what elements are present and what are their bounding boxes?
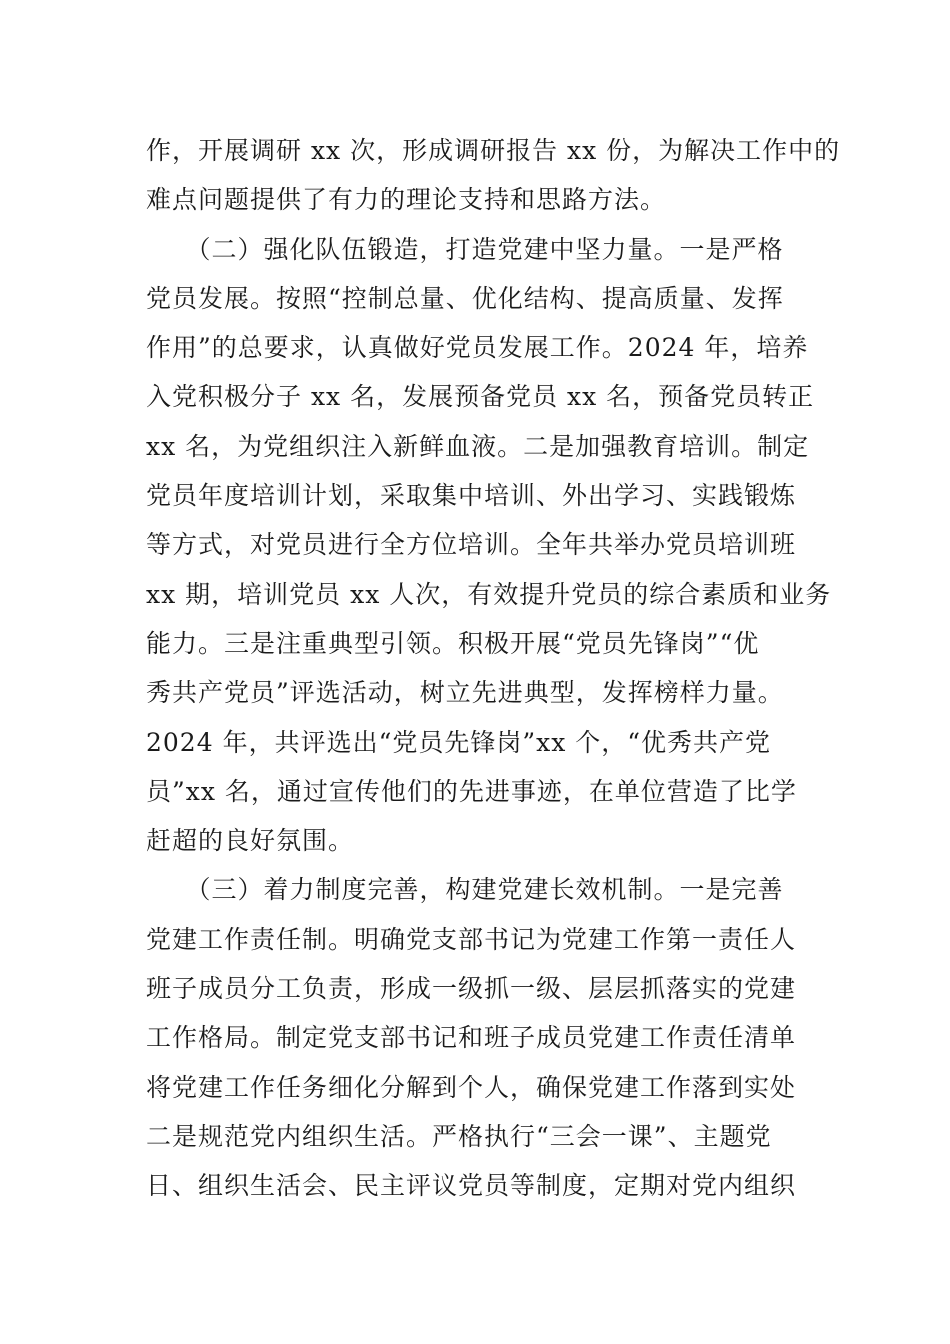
text-line: 等方式，对党员进行全方位培训。全年共举办党员培训班: [146, 530, 797, 560]
text-line: 党员年度培训计划，采取集中培训、外出学习、实践锻炼: [146, 481, 797, 511]
text-line: （二）强化队伍锻造，打造党建中坚力量。一是严格: [146, 234, 784, 264]
text-line: 难点问题提供了有力的理论支持和思路方法。: [146, 185, 667, 215]
text-line: （三）着力制度完善，构建党建长效机制。一是完善: [146, 875, 784, 905]
document-body: [146, 126, 841, 1211]
text-line: xx 名，为党组织注入新鲜血液。二是加强教育培训。制定: [146, 431, 810, 461]
text-line: 赶超的良好氛围。: [146, 826, 355, 856]
text-line: 2024 年，共评选出“党员先锋岗”xx 个，“优秀共产党: [146, 727, 772, 757]
text-line: 作，开展调研 xx 次，形成调研报告 xx 份，为解决工作中的: [146, 136, 841, 165]
text-line: 班子成员分工负责，形成一级抓一级、层层抓落实的党建: [146, 974, 797, 1004]
text-line: 将党建工作任务细化分解到个人，确保党建工作落到实处: [146, 1072, 797, 1102]
text-line: 二是规范党内组织生活。严格执行“三会一课”、主题党: [146, 1121, 772, 1151]
text-line: 党员发展。按照“控制总量、优化结构、提高质量、发挥: [146, 283, 784, 313]
text-line: 秀共产党员”评选活动，树立先进典型，发挥榜样力量。: [146, 678, 784, 708]
text-line: 能力。三是注重典型引领。积极开展“党员先锋岗”“优: [146, 628, 760, 658]
text-line: 日、组织生活会、民主评议党员等制度，定期对党内组织: [146, 1171, 797, 1201]
text-line: 作用”的总要求，认真做好党员发展工作。2024 年，培养: [146, 333, 809, 363]
text-line: 员”xx 名，通过宣传他们的先进事迹，在单位营造了比学: [146, 776, 797, 806]
text-line: xx 期，培训党员 xx 人次，有效提升党员的综合素质和业务: [146, 579, 832, 609]
text-line: 工作格局。制定党支部书记和班子成员党建工作责任清单: [146, 1023, 797, 1053]
text-line: 党建工作责任制。明确党支部书记为党建工作第一责任人: [146, 924, 797, 954]
text-line: 入党积极分子 xx 名，发展预备党员 xx 名，预备党员转正: [146, 382, 815, 412]
